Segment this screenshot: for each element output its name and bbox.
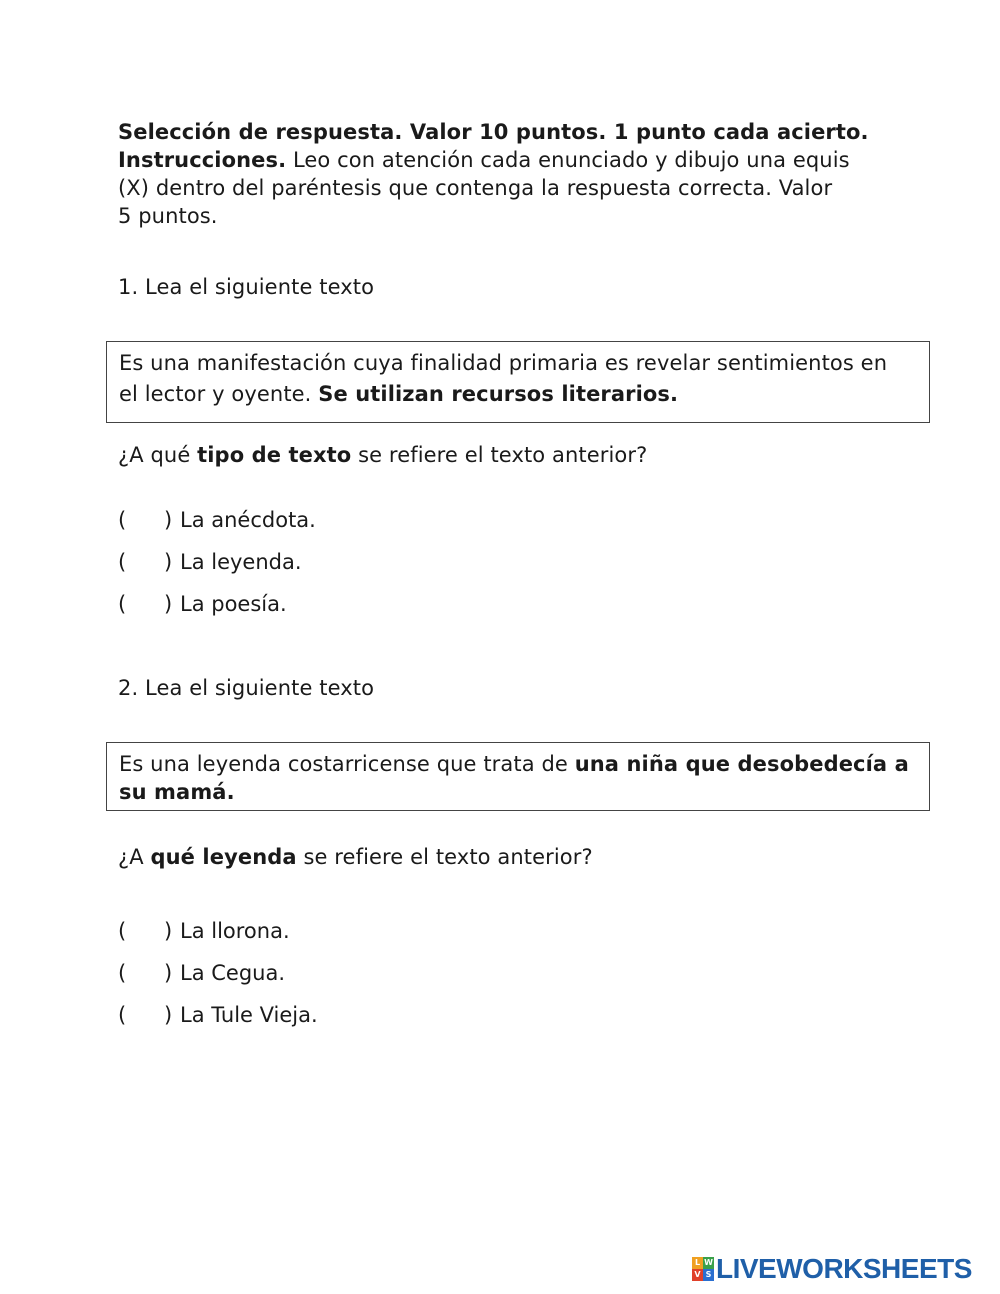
q1-option-2[interactable]: [0, 548, 600, 576]
instructions-line-3: 5 puntos.: [118, 204, 218, 228]
q2-option-1[interactable]: [0, 917, 600, 945]
liveworksheets-logo-icon: [692, 1257, 714, 1281]
q1-question-bold: tipo de texto: [197, 443, 352, 467]
q2-question: [118, 843, 593, 871]
q2-option-3-label: La Tule Vieja.: [180, 1003, 318, 1027]
exercise-title: [118, 118, 869, 146]
liveworksheets-logo: [692, 1254, 972, 1284]
instructions-text-1: Leo con atención cada enunciado y dibujo una equis: [286, 148, 850, 172]
answer-paren-open: (: [118, 919, 127, 943]
q1-box-line-2-plain: el lector y oyente.: [119, 382, 319, 406]
liveworksheets-brand: LIVEWORKSHEETS: [716, 1253, 972, 1284]
q1-option-1-label: La anécdota.: [180, 508, 316, 532]
logo-icon-cell: S: [703, 1269, 714, 1281]
logo-icon-cell: L: [692, 1257, 703, 1269]
q1-question: [118, 441, 647, 469]
q1-box-line-1: Es una manifestación cuya finalidad primaria es revelar sentimientos en: [119, 351, 888, 375]
q2-box-line-2: [119, 778, 235, 806]
answer-paren-close: ): [164, 508, 173, 532]
q2-box-line-1: [119, 750, 909, 778]
q1-heading: 1. Lea el siguiente texto: [118, 275, 375, 299]
q1-question-post: se refiere el texto anterior?: [351, 443, 648, 467]
logo-icon-cell: W: [704, 1258, 713, 1267]
answer-paren-close: ): [164, 919, 173, 943]
q1-box-line-2: [119, 380, 678, 408]
q2-question-post: se refiere el texto anterior?: [296, 845, 593, 869]
instructions-line-2: (X) dentro del paréntesis que contenga la respuesta correcta. Valor: [118, 176, 833, 200]
instructions-label: Instrucciones.: [118, 148, 287, 172]
q2-box-line-1-plain: Es una leyenda costarricense que trata de: [119, 752, 575, 776]
q1-text-box: [106, 341, 930, 423]
answer-paren-close: ): [164, 1003, 173, 1027]
q1-option-3-label: La poesía.: [180, 592, 287, 616]
instructions-line-1: [118, 146, 850, 174]
answer-paren-open: (: [118, 508, 127, 532]
answer-paren-close: ): [164, 961, 173, 985]
exercise-title-text: Selección de respuesta. Valor 10 puntos. 1 punto cada acierto.: [118, 120, 869, 144]
q2-option-3[interactable]: [0, 1001, 600, 1029]
q1-option-1[interactable]: [0, 506, 600, 534]
answer-paren-open: (: [118, 592, 127, 616]
q2-option-2[interactable]: [0, 959, 600, 987]
q2-heading: 2. Lea el siguiente texto: [118, 676, 375, 700]
answer-paren-open: (: [118, 961, 127, 985]
q2-option-2-label: La Cegua.: [180, 961, 286, 985]
q2-text-box: [106, 742, 930, 811]
logo-icon-cell: V: [692, 1269, 703, 1281]
q2-option-1-label: La llorona.: [180, 919, 290, 943]
q2-box-line-2-bold: su mamá.: [119, 780, 235, 804]
answer-paren-close: ): [164, 592, 173, 616]
answer-paren-close: ): [164, 550, 173, 574]
q1-question-pre: ¿A qué: [118, 443, 198, 467]
answer-paren-open: (: [118, 550, 127, 574]
q1-option-3[interactable]: [0, 590, 600, 618]
q1-box-line-2-bold: Se utilizan recursos literarios.: [318, 382, 679, 406]
q2-question-pre: ¿A: [118, 845, 151, 869]
q1-option-2-label: La leyenda.: [180, 550, 302, 574]
q2-box-line-1-bold: una niña que desobedecía a: [574, 752, 909, 776]
q2-question-bold: qué leyenda: [150, 845, 297, 869]
answer-paren-open: (: [118, 1003, 127, 1027]
